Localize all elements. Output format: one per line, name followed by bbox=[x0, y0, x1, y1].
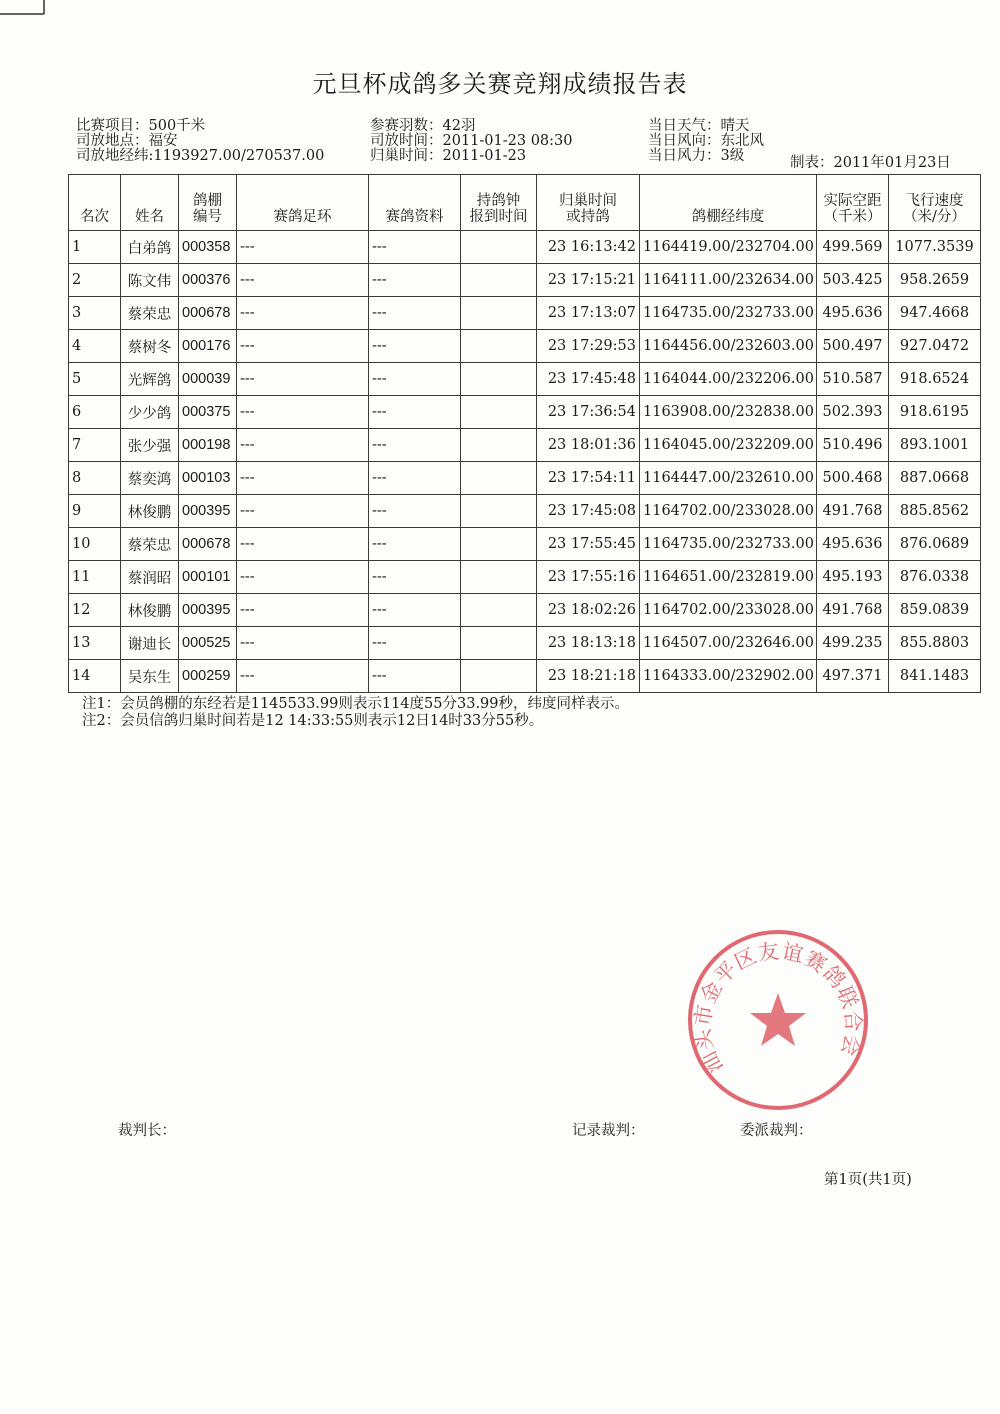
cell-rank: 7 bbox=[69, 429, 121, 462]
cell-rank: 5 bbox=[69, 363, 121, 396]
header-coords: 鸽棚经纬度 bbox=[640, 175, 817, 231]
cell-name: 蔡荣忠 bbox=[121, 297, 179, 330]
header-loft-number: 鸽棚 编号 bbox=[179, 175, 237, 231]
cell-speed: 947.4668 bbox=[889, 297, 981, 330]
cell-clock-time bbox=[461, 330, 537, 363]
cell-info: --- bbox=[369, 660, 461, 693]
cell-speed: 876.0689 bbox=[889, 528, 981, 561]
header-rank: 名次 bbox=[69, 175, 121, 231]
table-row bbox=[69, 528, 981, 561]
table-row bbox=[69, 297, 981, 330]
page-number: 第1页(共1页) bbox=[824, 1172, 912, 1188]
cell-distance: 491.768 bbox=[817, 594, 889, 627]
cell-rank: 13 bbox=[69, 627, 121, 660]
release-coords: 司放地经纬:1193927.00/270537.00 bbox=[76, 148, 325, 164]
cell-ring: --- bbox=[237, 231, 369, 264]
cell-clock-time bbox=[461, 462, 537, 495]
cell-speed: 918.6524 bbox=[889, 363, 981, 396]
note-2: 注2：会员信鸽归巢时间若是12 14:33:55则表示12日14时33分55秒。 bbox=[82, 713, 544, 729]
cell-info: --- bbox=[369, 561, 461, 594]
cell-speed: 841.1483 bbox=[889, 660, 981, 693]
cell-return-time: 23 18:01:36 bbox=[537, 429, 640, 462]
weather: 当日天气：晴天 bbox=[648, 118, 750, 134]
cell-info: --- bbox=[369, 594, 461, 627]
cell-clock-time bbox=[461, 297, 537, 330]
note-1: 注1：会员鸽棚的东经若是1145533.99则表示114度55分33.99秒，纬度同样表示。 bbox=[82, 696, 629, 712]
cell-rank: 1 bbox=[69, 231, 121, 264]
cell-coords: 1164045.00/232209.00 bbox=[640, 429, 817, 462]
cell-coords: 1164419.00/232704.00 bbox=[640, 231, 817, 264]
cell-name: 谢迪长 bbox=[121, 627, 179, 660]
cell-clock-time bbox=[461, 627, 537, 660]
cell-distance: 510.496 bbox=[817, 429, 889, 462]
cell-name: 林俊鹏 bbox=[121, 495, 179, 528]
race-info-middle bbox=[370, 119, 573, 164]
header-info: 赛鸽资料 bbox=[369, 175, 461, 231]
delegated-referee-label: 委派裁判： bbox=[740, 1123, 813, 1139]
cell-ring: --- bbox=[237, 330, 369, 363]
table-row bbox=[69, 561, 981, 594]
cell-rank: 9 bbox=[69, 495, 121, 528]
cell-ring: --- bbox=[237, 594, 369, 627]
cell-clock-time bbox=[461, 231, 537, 264]
cell-rank: 3 bbox=[69, 297, 121, 330]
cell-clock-time bbox=[461, 363, 537, 396]
entries-count: 参赛羽数：42羽 bbox=[370, 118, 476, 134]
cell-name: 林俊鹏 bbox=[121, 594, 179, 627]
cell-distance: 499.569 bbox=[817, 231, 889, 264]
race-info-left bbox=[76, 119, 324, 164]
cell-info: --- bbox=[369, 495, 461, 528]
cell-ring: --- bbox=[237, 462, 369, 495]
seal-text: 汕头市金平区友谊赛鸽联合会 bbox=[690, 938, 866, 1078]
cell-rank: 4 bbox=[69, 330, 121, 363]
cell-ring: --- bbox=[237, 264, 369, 297]
cell-ring: --- bbox=[237, 561, 369, 594]
cell-loft-number: 000176 bbox=[179, 330, 237, 363]
cell-rank: 8 bbox=[69, 462, 121, 495]
cell-name: 蔡荣忠 bbox=[121, 528, 179, 561]
header-distance: 实际空距 （千米） bbox=[817, 175, 889, 231]
cell-clock-time bbox=[461, 264, 537, 297]
cell-name: 陈文伟 bbox=[121, 264, 179, 297]
cell-ring: --- bbox=[237, 660, 369, 693]
cell-return-time: 23 17:36:54 bbox=[537, 396, 640, 429]
header-row bbox=[69, 175, 981, 231]
table-row bbox=[69, 627, 981, 660]
cell-return-time: 23 17:45:08 bbox=[537, 495, 640, 528]
results-table bbox=[68, 174, 981, 693]
table-row bbox=[69, 429, 981, 462]
official-seal bbox=[683, 925, 873, 1115]
cell-coords: 1164333.00/232902.00 bbox=[640, 660, 817, 693]
table-row bbox=[69, 264, 981, 297]
cell-loft-number: 000375 bbox=[179, 396, 237, 429]
cell-loft-number: 000198 bbox=[179, 429, 237, 462]
cell-ring: --- bbox=[237, 297, 369, 330]
cell-speed: 918.6195 bbox=[889, 396, 981, 429]
table-row bbox=[69, 231, 981, 264]
cell-clock-time bbox=[461, 396, 537, 429]
cell-ring: --- bbox=[237, 429, 369, 462]
cell-info: --- bbox=[369, 264, 461, 297]
cell-clock-time bbox=[461, 429, 537, 462]
cell-distance: 503.425 bbox=[817, 264, 889, 297]
return-date: 归巢时间：2011-01-23 bbox=[370, 148, 527, 164]
cell-rank: 2 bbox=[69, 264, 121, 297]
cell-coords: 1164702.00/233028.00 bbox=[640, 495, 817, 528]
cell-return-time: 23 17:29:53 bbox=[537, 330, 640, 363]
race-item: 比赛项目：500千米 bbox=[76, 118, 206, 134]
cell-coords: 1164456.00/232603.00 bbox=[640, 330, 817, 363]
cell-info: --- bbox=[369, 429, 461, 462]
cell-distance: 495.636 bbox=[817, 297, 889, 330]
cell-name: 蔡润昭 bbox=[121, 561, 179, 594]
cell-name: 吴东生 bbox=[121, 660, 179, 693]
cell-return-time: 23 17:13:07 bbox=[537, 297, 640, 330]
cell-info: --- bbox=[369, 297, 461, 330]
cell-return-time: 23 16:13:42 bbox=[537, 231, 640, 264]
cell-coords: 1164651.00/232819.00 bbox=[640, 561, 817, 594]
cell-return-time: 23 18:21:18 bbox=[537, 660, 640, 693]
cell-coords: 1164044.00/232206.00 bbox=[640, 363, 817, 396]
wind-direction: 当日风向：东北风 bbox=[648, 133, 764, 149]
scan-corner-mark bbox=[0, 0, 45, 15]
cell-coords: 1164735.00/232733.00 bbox=[640, 528, 817, 561]
cell-name: 白弟鸽 bbox=[121, 231, 179, 264]
cell-clock-time bbox=[461, 660, 537, 693]
table-row bbox=[69, 594, 981, 627]
cell-rank: 14 bbox=[69, 660, 121, 693]
wind-force: 当日风力：3级 bbox=[648, 148, 745, 164]
cell-info: --- bbox=[369, 330, 461, 363]
race-info-right bbox=[648, 119, 764, 164]
cell-rank: 10 bbox=[69, 528, 121, 561]
table-row bbox=[69, 660, 981, 693]
cell-return-time: 23 17:45:48 bbox=[537, 363, 640, 396]
cell-speed: 927.0472 bbox=[889, 330, 981, 363]
report-title: 元旦杯成鸽多关赛竞翔成绩报告表 bbox=[312, 70, 688, 98]
cell-ring: --- bbox=[237, 363, 369, 396]
cell-loft-number: 000358 bbox=[179, 231, 237, 264]
header-ring: 赛鸽足环 bbox=[237, 175, 369, 231]
table-row bbox=[69, 396, 981, 429]
cell-loft-number: 000103 bbox=[179, 462, 237, 495]
cell-coords: 1164447.00/232610.00 bbox=[640, 462, 817, 495]
cell-coords: 1163908.00/232838.00 bbox=[640, 396, 817, 429]
cell-name: 光辉鸽 bbox=[121, 363, 179, 396]
cell-speed: 859.0839 bbox=[889, 594, 981, 627]
recording-referee-label: 记录裁判： bbox=[572, 1123, 645, 1139]
cell-ring: --- bbox=[237, 396, 369, 429]
cell-loft-number: 000259 bbox=[179, 660, 237, 693]
cell-loft-number: 000039 bbox=[179, 363, 237, 396]
cell-speed: 893.1001 bbox=[889, 429, 981, 462]
cell-name: 蔡树冬 bbox=[121, 330, 179, 363]
header-speed: 飞行速度 （米/分） bbox=[889, 175, 981, 231]
cell-coords: 1164702.00/233028.00 bbox=[640, 594, 817, 627]
cell-speed: 855.8803 bbox=[889, 627, 981, 660]
cell-ring: --- bbox=[237, 627, 369, 660]
cell-clock-time bbox=[461, 528, 537, 561]
cell-loft-number: 000395 bbox=[179, 594, 237, 627]
cell-loft-number: 000395 bbox=[179, 495, 237, 528]
cell-distance: 510.587 bbox=[817, 363, 889, 396]
cell-info: --- bbox=[369, 363, 461, 396]
cell-info: --- bbox=[369, 396, 461, 429]
cell-rank: 12 bbox=[69, 594, 121, 627]
cell-return-time: 23 17:54:11 bbox=[537, 462, 640, 495]
cell-loft-number: 000525 bbox=[179, 627, 237, 660]
table-row bbox=[69, 363, 981, 396]
chief-referee-label: 裁判长： bbox=[118, 1123, 176, 1139]
cell-speed: 958.2659 bbox=[889, 264, 981, 297]
cell-name: 少少鸽 bbox=[121, 396, 179, 429]
cell-clock-time bbox=[461, 495, 537, 528]
table-row bbox=[69, 495, 981, 528]
cell-return-time: 23 18:13:18 bbox=[537, 627, 640, 660]
cell-distance: 491.768 bbox=[817, 495, 889, 528]
cell-info: --- bbox=[369, 528, 461, 561]
table-row bbox=[69, 330, 981, 363]
cell-speed: 876.0338 bbox=[889, 561, 981, 594]
release-place: 司放地点：福安 bbox=[76, 133, 178, 149]
cell-name: 蔡奕鸿 bbox=[121, 462, 179, 495]
cell-rank: 11 bbox=[69, 561, 121, 594]
cell-speed: 887.0668 bbox=[889, 462, 981, 495]
cell-loft-number: 000678 bbox=[179, 528, 237, 561]
cell-loft-number: 000678 bbox=[179, 297, 237, 330]
cell-name: 张少强 bbox=[121, 429, 179, 462]
seal-star-icon bbox=[750, 993, 806, 1046]
header-return-time: 归巢时间 或持鸽 bbox=[537, 175, 640, 231]
cell-distance: 495.636 bbox=[817, 528, 889, 561]
cell-rank: 6 bbox=[69, 396, 121, 429]
cell-return-time: 23 17:15:21 bbox=[537, 264, 640, 297]
cell-distance: 497.371 bbox=[817, 660, 889, 693]
cell-ring: --- bbox=[237, 495, 369, 528]
cell-return-time: 23 18:02:26 bbox=[537, 594, 640, 627]
table-row bbox=[69, 462, 981, 495]
cell-speed: 885.8562 bbox=[889, 495, 981, 528]
cell-distance: 500.497 bbox=[817, 330, 889, 363]
cell-coords: 1164111.00/232634.00 bbox=[640, 264, 817, 297]
cell-info: --- bbox=[369, 462, 461, 495]
header-clock-time: 持鸽钟 报到时间 bbox=[461, 175, 537, 231]
cell-clock-time bbox=[461, 561, 537, 594]
cell-info: --- bbox=[369, 627, 461, 660]
cell-return-time: 23 17:55:16 bbox=[537, 561, 640, 594]
header-name: 姓名 bbox=[121, 175, 179, 231]
cell-distance: 502.393 bbox=[817, 396, 889, 429]
cell-loft-number: 000101 bbox=[179, 561, 237, 594]
cell-speed: 1077.3539 bbox=[889, 231, 981, 264]
cell-distance: 499.235 bbox=[817, 627, 889, 660]
cell-ring: --- bbox=[237, 528, 369, 561]
cell-loft-number: 000376 bbox=[179, 264, 237, 297]
release-time: 司放时间：2011-01-23 08:30 bbox=[370, 133, 573, 149]
cell-return-time: 23 17:55:45 bbox=[537, 528, 640, 561]
cell-coords: 1164507.00/232646.00 bbox=[640, 627, 817, 660]
cell-info: --- bbox=[369, 231, 461, 264]
cell-coords: 1164735.00/232733.00 bbox=[640, 297, 817, 330]
cell-clock-time bbox=[461, 594, 537, 627]
cell-distance: 500.468 bbox=[817, 462, 889, 495]
made-by-date: 制表：2011年01月23日 bbox=[790, 155, 951, 171]
cell-distance: 495.193 bbox=[817, 561, 889, 594]
